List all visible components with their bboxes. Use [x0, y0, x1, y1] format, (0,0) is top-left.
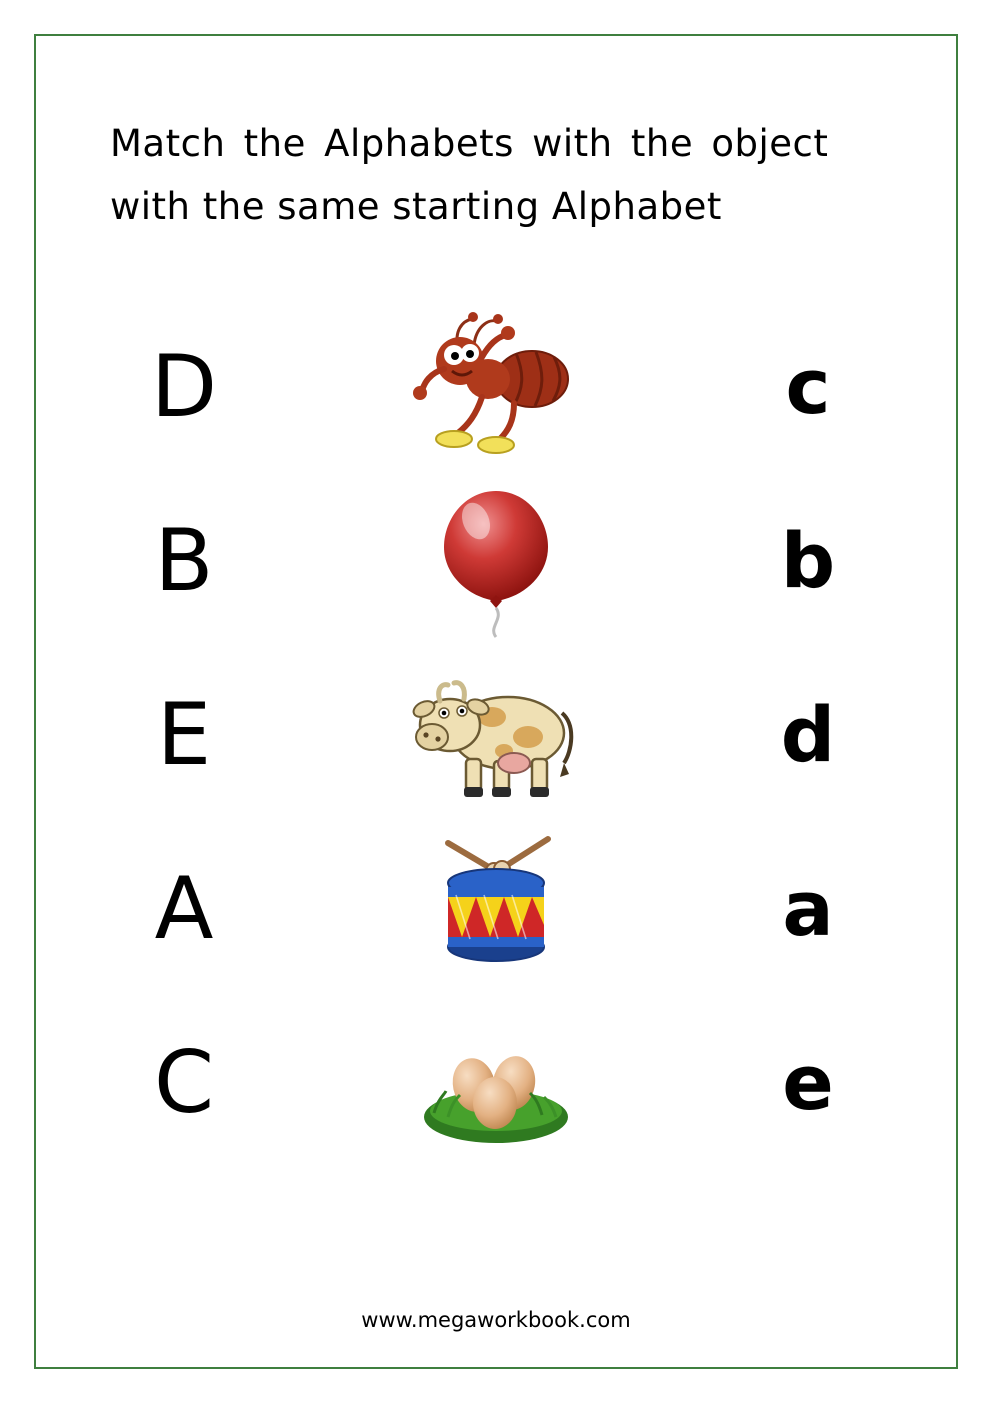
lowercase-letter: c: [785, 342, 831, 431]
lowercase-letter-cell[interactable]: [658, 864, 958, 953]
capital-letter-cell[interactable]: [34, 1033, 334, 1133]
eggs-icon: [396, 999, 596, 1167]
capital-letter-cell[interactable]: [34, 685, 334, 785]
capital-letter: A: [154, 859, 214, 959]
page-title: [110, 112, 900, 238]
drum-icon: [396, 825, 596, 993]
lowercase-letter-cell[interactable]: [658, 516, 958, 605]
picture-cell[interactable]: [334, 477, 658, 645]
lowercase-letter: a: [782, 864, 834, 953]
capital-letter: D: [150, 337, 218, 437]
title-line-1: Match the Alphabets with the object: [110, 122, 829, 165]
capital-letter-cell[interactable]: [34, 511, 334, 611]
lowercase-letter-cell[interactable]: [658, 342, 958, 431]
match-row: [34, 822, 958, 996]
cow-icon: [396, 651, 596, 819]
capital-letter-cell[interactable]: [34, 337, 334, 437]
picture-cell[interactable]: [334, 651, 658, 819]
balloon-icon: [396, 477, 596, 645]
match-row: [34, 996, 958, 1170]
capital-letter: E: [156, 685, 212, 785]
picture-cell[interactable]: [334, 825, 658, 993]
footer-website: www.megaworkbook.com: [361, 1308, 631, 1332]
ant-icon: [396, 303, 596, 471]
capital-letter-cell[interactable]: [34, 859, 334, 959]
match-row: [34, 648, 958, 822]
capital-letter: C: [153, 1033, 215, 1133]
title-line-2: with the same starting Alphabet: [110, 185, 722, 228]
match-row: [34, 300, 958, 474]
match-row: [34, 474, 958, 648]
lowercase-letter-cell[interactable]: [658, 690, 958, 779]
lowercase-letter-cell[interactable]: [658, 1038, 958, 1127]
matching-rows: [34, 300, 958, 1170]
lowercase-letter: d: [780, 690, 836, 779]
picture-cell[interactable]: [334, 303, 658, 471]
lowercase-letter: e: [782, 1038, 834, 1127]
picture-cell[interactable]: [334, 999, 658, 1167]
lowercase-letter: b: [780, 516, 836, 605]
capital-letter: B: [154, 511, 214, 611]
